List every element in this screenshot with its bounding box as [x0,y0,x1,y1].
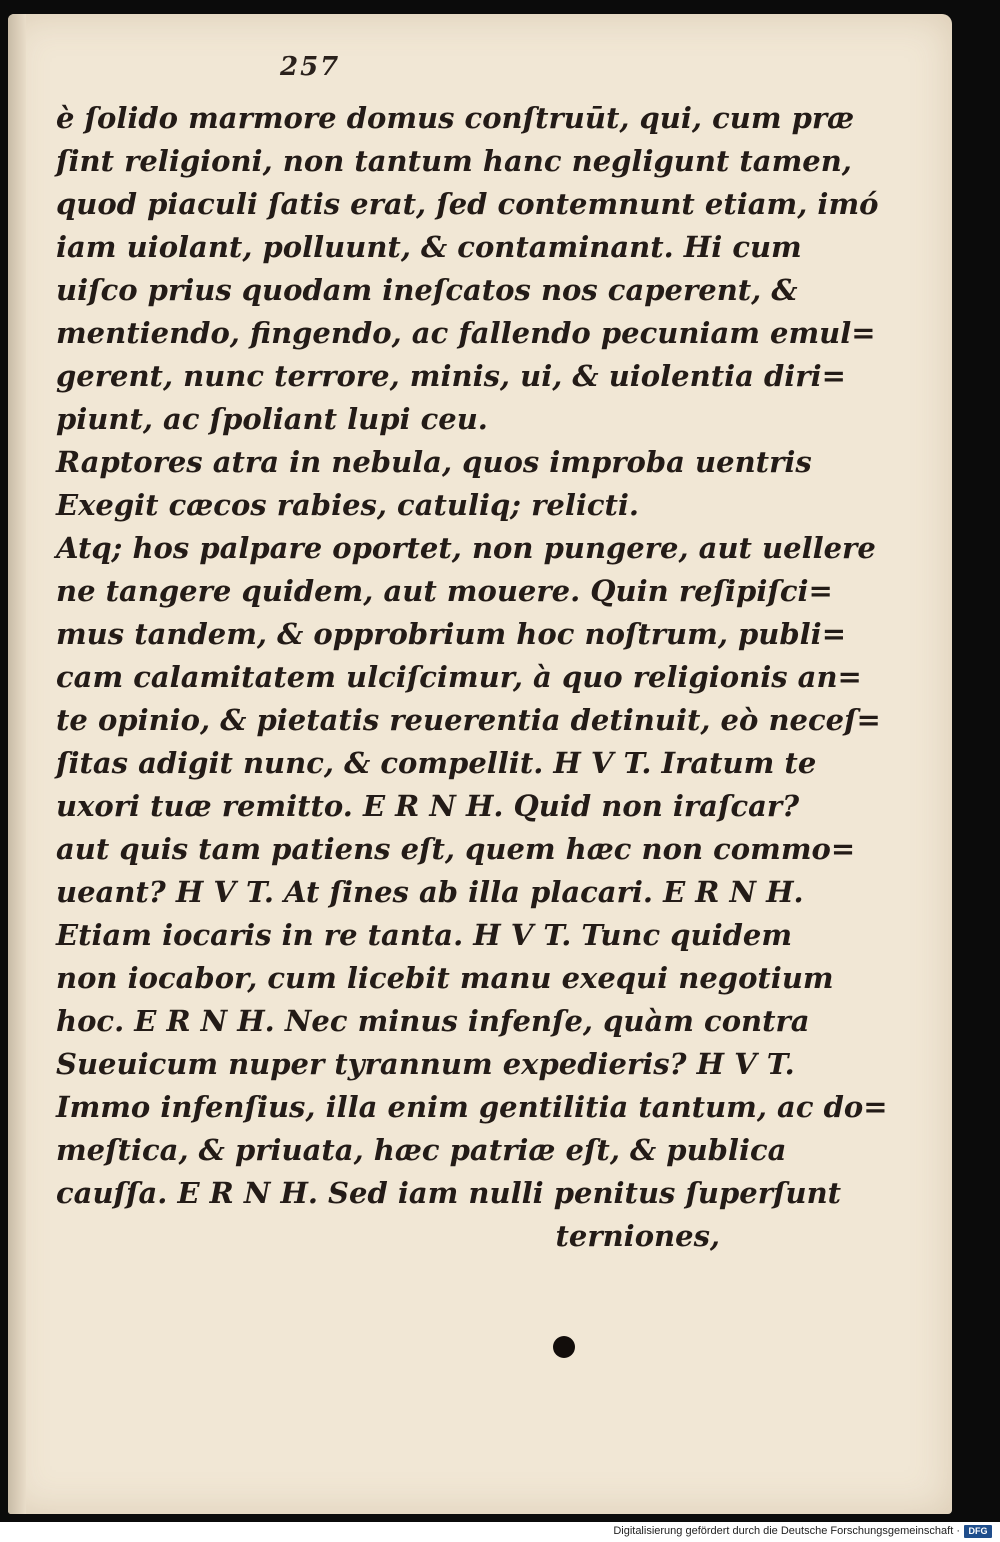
text-line: uxori tuæ remitto. E R N H. Quid non iraſcar? [56,789,800,823]
text-line: Etiam iocaris in re tanta. H V T. Tunc quidem [56,918,793,952]
text-line: aut quis tam patiens eſt, quem hæc non commo= [56,832,856,866]
text-line: hoc. E R N H. Nec minus infenſe, quàm contra [56,1004,810,1038]
text-line: è ſolido marmore domus conſtruūt, qui, cum præ [56,101,855,135]
verse-line: Exegit cæcos rabies, catuliq; relicti. [56,488,640,522]
text-line: cauſſa. E R N H. Sed iam nulli penitus ſuperſunt [56,1176,842,1210]
page-text [56,97,888,1258]
text-line: gerent, nunc terrore, minis, ui, & uiolentia diri= [56,359,846,393]
page-number: 257 [280,52,341,82]
text-line: ſitas adigit nunc, & compellit. H V T. Iratum te [56,746,817,780]
text-line: meſtica, & priuata, hæc patriæ eſt, & publica [56,1133,787,1167]
text-line: Sueuicum nuper tyrannum expedieris? H V T. [56,1047,795,1081]
text-line: non iocabor, cum licebit manu exequi negotium [56,961,834,995]
catchword: terniones, [555,1219,720,1253]
text-line: ueant? H V T. At ſines ab illa placari. E R N H. [56,875,804,909]
page-gutter [8,14,26,1514]
text-line: iam uiolant, polluunt, & contaminant. Hi cum [56,230,802,264]
ink-blot [553,1336,575,1358]
text-line: piunt, ac ſpoliant lupi ceu. [56,402,488,436]
footer-bar [0,1522,1000,1542]
dfg-logo: DFG [964,1525,992,1538]
text-line: Immo infenſius, illa enim gentilitia tantum, ac do= [56,1090,888,1124]
text-line: Atq; hos palpare oportet, non pungere, aut uellere [56,531,876,565]
text-line: mentiendo, fingendo, ac fallendo pecuniam emul= [56,316,876,350]
text-line: cam calamitatem ulciſcimur, à quo religionis an= [56,660,862,694]
text-line: mus tandem, & opprobrium hoc noſtrum, publi= [56,617,846,651]
text-line: ſint religioni, non tantum hanc negligunt tamen, [56,144,852,178]
verse-line: Raptores atra in nebula, quos improba uentris [56,445,812,479]
text-line: te opinio, & pietatis reuerentia detinuit, eò neceſ= [56,703,881,737]
digitization-credit: Digitalisierung gefördert durch die Deutsche Forschungsgemeinschaft · [613,1525,960,1537]
text-line: uiſco prius quodam ineſcatos nos caperent, & [56,273,798,307]
text-line: quod piaculi ſatis erat, ſed contemnunt etiam, imó [56,187,879,221]
text-line: ne tangere quidem, aut mouere. Quin reſipiſci= [56,574,833,608]
